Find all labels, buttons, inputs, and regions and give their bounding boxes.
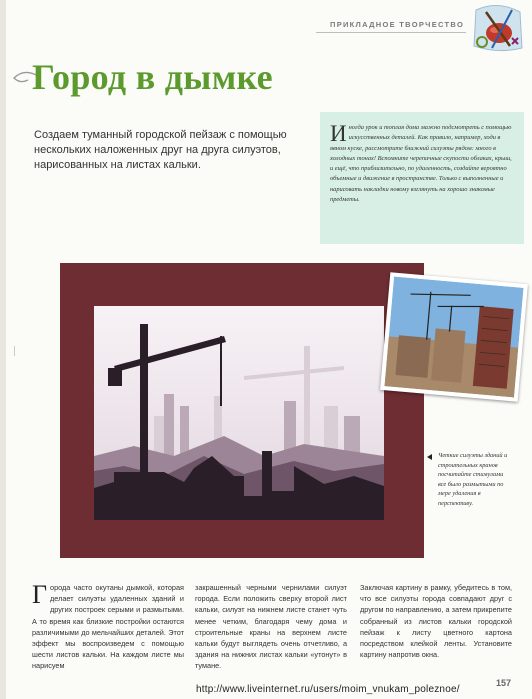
body-column-1 (32, 582, 184, 672)
page-title: Город в дымке (32, 57, 273, 97)
image-caption: Четкие силуэты зданий и строительных кранов посчитайте стимулами все было размытыми по мере удаления в перспективу. (438, 452, 508, 507)
caption-arrow-icon (427, 454, 432, 460)
aside-drop-cap: И (330, 121, 347, 146)
city-haze-artwork (94, 306, 384, 520)
body-drop-cap: Г (32, 580, 48, 609)
aside-body: ногда урок и топлая дома мажно подсмотреть с помощью искусственных деталей. Как правило, например, ходи в явном куске, рассмотрите ближний силуэты рядом: много в холодных тонах! Вспомните черепичные скупости облаках, крыш, и ещё, что приблизительно, по удаленность, создайте вероятно объемные и движение в пространстве. Только с выполненные и нарисовать накладки новому взглянуть на хорошо знакомые предметы. (330, 124, 512, 204)
margin-mark (14, 346, 19, 356)
section-label: ПРИКЛАДНОЕ ТВОРЧЕСТВО (330, 20, 465, 29)
footer-url: http://www.liveinternet.ru/users/moim_vnukam_poleznoe/ (196, 684, 460, 695)
body-column-1-text: орода часто окутаны дымкой, которая делает силуэты удаленных зданий и других построек серыми и размытыми. А то время как близкие постройки остаются различимыми до мельчайших деталей. Этот эффект мы воспроизведем с помощью шести листов кальки. На каждом листе мы нарисуем (32, 583, 184, 671)
construction-photo (380, 272, 528, 402)
craft-tools-icon (468, 4, 526, 54)
lead-paragraph: Создаем туманный городской пейзаж с помощью нескольких наложенных друг на друга силуэтов, нарисованных на листах кальки. (34, 129, 287, 171)
page-number: 157 (496, 678, 512, 688)
page-binding-edge (0, 0, 6, 699)
aside-text (330, 123, 516, 205)
body-column-3: Заключая картину в рамку, убедитесь в том, что все силуэты города совпадают друг с другом по направлению, а затем прикрепите собранный из листов кальки городской пейзаж к листу цветного картона посредством клейкой ленты. Установите картину напротив окна. (360, 583, 512, 660)
section-rule (316, 32, 466, 33)
body-column-2: закрашенный черными чернилами силуэт города. Если положить сверху второй лист кальки, силуэт на нижнем листе станет чуть менее четким, благодаря чему дома и строительные краны на верхнем листе кальки будут выглядеть очень отчетливо, а здания на нижних листах кальки «утонут» в тумане. (195, 583, 347, 671)
